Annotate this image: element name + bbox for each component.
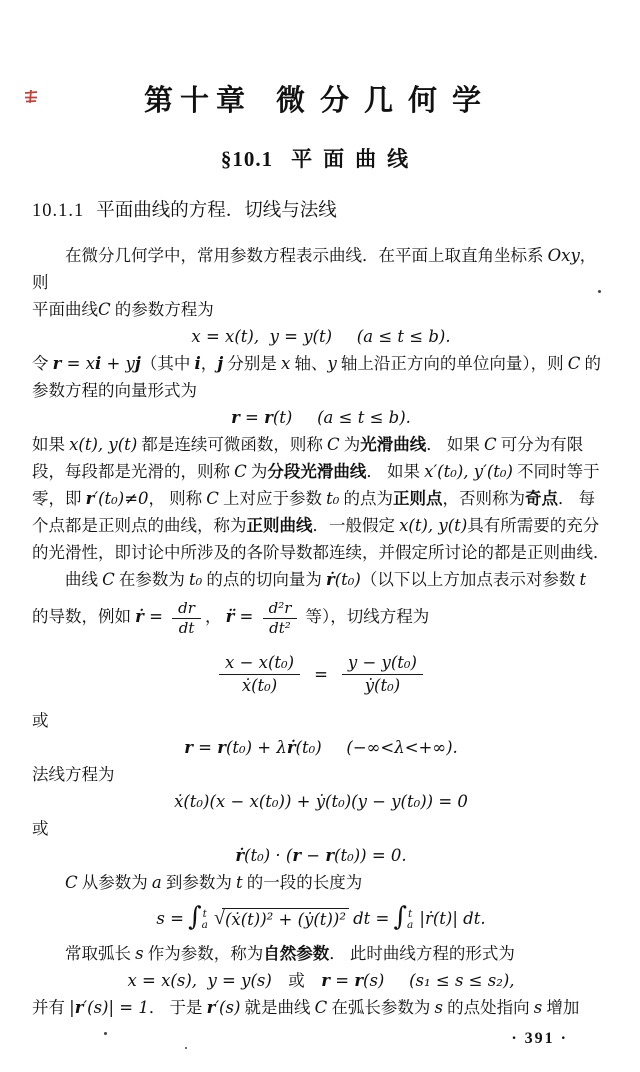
chapter-title: [0, 84, 640, 118]
inline-fraction-d2r-dt2: $\frac{\text{d²r}}{\text{dt²}}$: [263, 600, 298, 637]
scan-speck: [185, 1047, 187, 1049]
arc-length-rhs: |ṙ(t)| dt.: [419, 909, 486, 929]
equation-vector-form: r = r(t) (a ≤ t ≤ b).: [231, 408, 411, 427]
equals-sign: =: [314, 664, 328, 684]
chapter-number: 第十章: [143, 85, 252, 117]
arc-length-lhs: s =: [156, 909, 184, 929]
text-line: 令 r = xi + yj（其中 i，j 分别是 x 轴、y 轴上沿正方向的单位向量），则 C 的: [32, 354, 602, 373]
scanned-book-page: [0, 84, 640, 1072]
text-line-or: 或: [32, 711, 49, 730]
body-text: [0, 224, 640, 1021]
integral-limits: t a: [407, 908, 414, 932]
text-line-or: 或: [32, 819, 49, 838]
red-ink-stamp-mark: [22, 89, 40, 110]
scan-speck: [104, 1032, 107, 1035]
integral-limits: t a: [201, 908, 208, 932]
fraction-right: $\frac{\text{y − y(t₀)}}{\text{ẏ(t₀)}}$: [342, 653, 423, 696]
text-line-with-fractions: [32, 593, 610, 641]
section-title: [0, 146, 640, 172]
arc-length-mid: dt =: [353, 909, 390, 929]
page-number: · 391 ·: [511, 1030, 568, 1047]
equation-arc-length: [32, 896, 610, 940]
scan-speck: [598, 290, 601, 293]
text-line: 的光滑性，即讨论中所涉及的各阶导数都连续，并假定所讨论的都是正则曲线．: [32, 543, 610, 562]
chapter-name: 微分几何学: [276, 85, 497, 117]
text-line: 常取弧长 s 作为参数，称为自然参数． 此时曲线方程的形式为: [65, 944, 515, 963]
text-segment: 的导数，例如 ṙ =: [32, 607, 169, 626]
text-line-normal-intro: 法线方程为: [32, 765, 115, 784]
equation-parametric: x = x(t), y = y(t) (a ≤ t ≤ b).: [191, 327, 451, 346]
subsection-number: 10.1.1: [32, 201, 85, 221]
equation-normal-line: ẋ(t₀)(x − x(t₀)) + ẏ(t₀)(y − y(t₀)) = 0: [174, 792, 468, 811]
text-line: 平面曲线C 的参数方程为: [32, 300, 214, 319]
text-line: 并有 |r′(s)| = 1． 于是 r′(s) 就是曲线 C 在弧长参数为 s 的点处指向 s 增加: [32, 998, 580, 1017]
inline-fraction-dr-dt: $\frac{dr}{dt}$: [172, 600, 201, 637]
radicand: (ẋ(t))² + (ẏ(t))²: [222, 908, 349, 931]
text-line: 曲线 C 在参数为 t₀ 的点的切向量为 ṙ(t₀)（以下以上方加点表示对参数 t: [65, 570, 587, 589]
text-segment: 等），切线方程为: [301, 607, 430, 626]
integral-icon: ∫: [393, 902, 407, 933]
subsection-title: [0, 198, 640, 224]
section-name: 平面曲线: [291, 147, 420, 171]
equation-natural-parameter: x = x(s), y = y(s) 或 r = r(s) (s₁ ≤ s ≤ s₂),: [127, 971, 515, 990]
equation-tangent-line: [32, 645, 610, 703]
text-line: 参数方程的向量形式为: [32, 381, 197, 400]
text-line: 在微分几何学中，常用参数方程表示曲线．在平面上取直角坐标系 Oxy， 则: [32, 246, 601, 292]
integral-icon: ∫: [188, 902, 202, 933]
radical-icon: √: [214, 907, 225, 930]
section-number: §10.1: [220, 147, 274, 171]
text-segment: ， r̈ =: [204, 607, 259, 626]
fraction-left: $\frac{\text{x − x(t₀)}}{\text{ẋ(t₀)}}$: [219, 653, 300, 696]
text-line: 零，即 r′(t₀)≠0， 则称 C 上对应于参数 t₀ 的点为正则点，否则称为奇点． 每: [32, 489, 596, 508]
text-line: 个点都是正则点的曲线，称为正则曲线．一般假定 x(t), y(t)具有所需要的充分: [32, 516, 600, 535]
text-line: 如果 x(t), y(t) 都是连续可微函数，则称 C 为光滑曲线． 如果 C 可分为有限: [32, 435, 584, 454]
text-line: C 从参数为 a 到参数为 t 的一段的长度为: [65, 873, 363, 892]
text-line: 段，每段都是光滑的，则称 C 为分段光滑曲线． 如果 x′(t₀), y′(t₀) 不同时等于: [32, 462, 600, 481]
subsection-name: 平面曲线的方程．切线与法线: [96, 201, 337, 221]
equation-normal-vector-form: ṙ(t₀) · (r − r(t₀)) = 0.: [235, 846, 407, 865]
equation-tangent-vector-form: r = r(t₀) + λṙ(t₀) (−∞<λ<+∞).: [184, 738, 458, 757]
